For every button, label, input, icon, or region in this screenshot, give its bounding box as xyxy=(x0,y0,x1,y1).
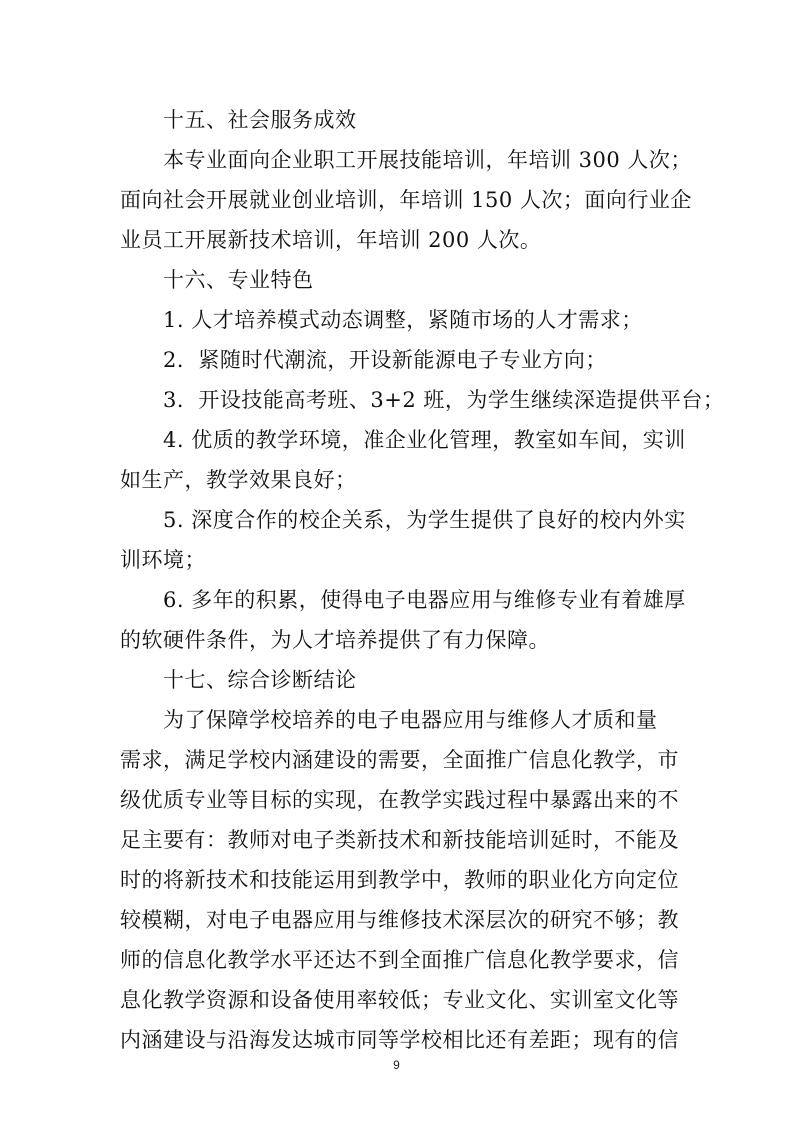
page-number: 9 xyxy=(393,1058,400,1072)
paragraph-line: 级优质专业等目标的实现，在教学实践过程中暴露出来的不 xyxy=(120,788,679,812)
list-item: 2．紧随时代潮流，开设新能源电子专业方向； xyxy=(163,348,607,372)
list-item: 6. 多年的积累，使得电子电器应用与维修专业有着雄厚 xyxy=(163,588,686,612)
paragraph-line: 业员工开展新技术培训，年培训 200 人次。 xyxy=(120,228,542,252)
paragraph-line: 足主要有：教师对电子类新技术和新技能培训延时，不能及 xyxy=(120,828,679,852)
list-item: 1. 人才培养模式动态调整，紧随市场的人才需求； xyxy=(163,308,643,332)
list-item-continuation: 如生产，教学效果良好； xyxy=(120,468,357,492)
section-heading-17: 十七、综合诊断结论 xyxy=(163,668,357,692)
paragraph-line: 师的信息化教学水平还达不到全面推广信息化教学要求，信 xyxy=(120,948,679,972)
section-heading-15: 十五、社会服务成效 xyxy=(163,108,357,132)
paragraph-line: 面向社会开展就业创业培训，年培训 150 人次；面向行业企 xyxy=(120,188,692,212)
paragraph-line: 需求，满足学校内涵建设的需要，全面推广信息化教学，市 xyxy=(120,748,679,772)
list-item: 4. 优质的教学环境，准企业化管理，教室如车间，实训 xyxy=(163,428,686,452)
list-item: 5. 深度合作的校企关系，为学生提供了良好的校内外实 xyxy=(163,508,686,532)
list-item-continuation: 的软硬件条件，为人才培养提供了有力保障。 xyxy=(120,628,550,652)
paragraph-line: 内涵建设与沿海发达城市同等学校相比还有差距；现有的信 xyxy=(120,1028,679,1052)
paragraph-line: 息化教学资源和设备使用率较低；专业文化、实训室文化等 xyxy=(120,988,679,1012)
paragraph-line: 时的将新技术和技能运用到教学中，教师的职业化方向定位 xyxy=(120,868,679,892)
paragraph-line: 本专业面向企业职工开展技能培训，年培训 300 人次； xyxy=(163,148,692,172)
paragraph-line: 较模糊，对电子电器应用与维修技术深层次的研究不够；教 xyxy=(120,908,679,932)
list-item: 3．开设技能高考班、3+2 班，为学生继续深造提供平台； xyxy=(163,388,725,412)
section-heading-16: 十六、专业特色 xyxy=(163,268,314,292)
paragraph-line: 为了保障学校培养的电子电器应用与维修人才质和量 xyxy=(163,708,658,732)
list-item-continuation: 训环境； xyxy=(120,548,206,572)
